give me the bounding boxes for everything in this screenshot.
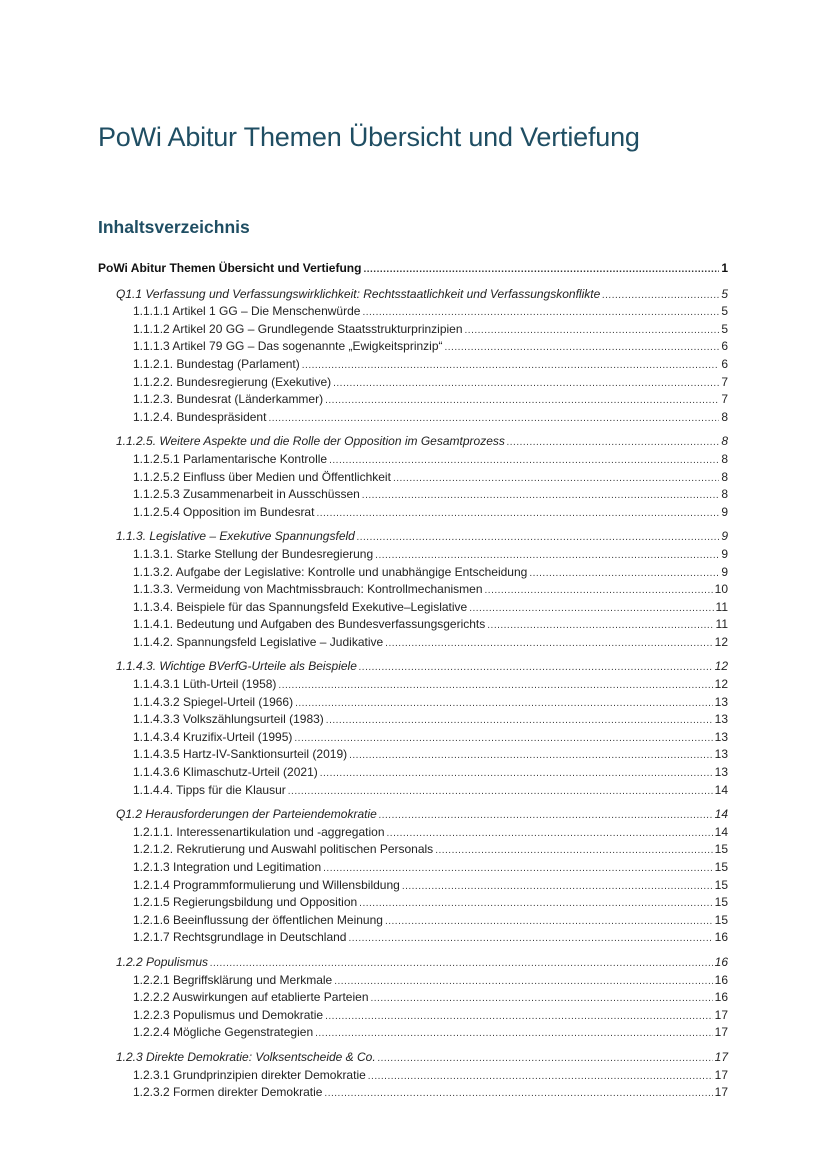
dot-leader <box>357 529 719 547</box>
toc-group <box>98 286 728 434</box>
dot-leader <box>465 322 720 340</box>
dot-leader <box>469 600 713 618</box>
toc-entry-label: 1.1.1.1 Artikel 1 GG – Die Menschenwürde <box>133 304 361 319</box>
toc-page-number: 15 <box>714 895 728 910</box>
toc-entry-subsection[interactable] <box>98 877 728 895</box>
toc-entry-subsection[interactable] <box>98 841 728 859</box>
dot-leader <box>329 452 719 470</box>
toc-group <box>98 658 728 806</box>
toc-group <box>98 954 728 1049</box>
toc-entry-label: 1.1.2.5.3 Zusammenarbeit in Ausschüssen <box>133 487 360 502</box>
spacer <box>98 947 728 954</box>
dot-leader <box>359 895 712 913</box>
toc-page-number: 14 <box>714 824 728 839</box>
toc-entry-subsection[interactable] <box>98 303 728 321</box>
dot-leader <box>362 487 720 505</box>
toc-entry-section[interactable] <box>98 286 728 304</box>
toc-page-number: 9 <box>721 546 728 561</box>
toc-page-number: 9 <box>721 564 728 579</box>
spacer <box>98 1102 728 1109</box>
toc-entry-label: 1.1.4.3.4 Kruzifix-Urteil (1995) <box>133 729 293 744</box>
toc-entry-label: 1.1.2.5.2 Einfluss über Medien und Öffentlichkeit <box>133 469 391 484</box>
toc-entry-subsection[interactable] <box>98 1084 728 1102</box>
dot-leader <box>210 955 713 973</box>
toc-page-number: 14 <box>714 782 728 797</box>
document-title: PoWi Abitur Themen Übersicht und Vertiefung <box>98 122 640 152</box>
dot-leader <box>379 807 713 825</box>
dot-leader <box>393 470 719 488</box>
toc-page-number: 13 <box>714 712 728 727</box>
dot-leader <box>294 730 712 748</box>
toc-entry-label: 1.2.2.4 Mögliche Gegenstrategien <box>133 1025 314 1040</box>
toc-page-number: 13 <box>714 694 728 709</box>
toc-entry-label: 1.1.4.3.5 Hartz-IV-Sanktionsurteil (2019) <box>133 747 348 762</box>
toc-subentries <box>98 824 728 947</box>
dot-leader <box>385 635 712 653</box>
toc-entry-label: Q1.2 Herausforderungen der Parteiendemokratie <box>116 807 377 822</box>
dot-leader <box>324 1085 712 1103</box>
toc-entry-subsection[interactable] <box>98 469 728 487</box>
dot-leader <box>507 434 719 452</box>
dot-leader <box>602 287 719 305</box>
dot-leader <box>375 547 719 565</box>
dot-leader <box>362 304 719 322</box>
toc-page-number: 17 <box>714 1049 728 1064</box>
toc-page-number: 15 <box>714 877 728 892</box>
toc-entry-subsection[interactable] <box>98 564 728 582</box>
toc-entry-label: PoWi Abitur Themen Übersicht und Vertiefung <box>98 261 362 275</box>
toc-group <box>98 1049 728 1109</box>
dot-leader <box>278 677 712 695</box>
toc-entry-label: 1.1.3.4. Beispiele für das Spannungsfeld Exekutive–Legislative <box>133 599 468 614</box>
toc-page-number: 12 <box>714 634 728 649</box>
toc-subentries <box>98 1067 728 1102</box>
dot-leader <box>368 1068 713 1086</box>
toc-entry-subsection[interactable] <box>98 894 728 912</box>
toc-entry-subsection[interactable] <box>98 782 728 800</box>
toc-entry-subsection[interactable] <box>98 989 728 1007</box>
toc-page-number: 17 <box>714 1067 728 1082</box>
dot-leader <box>378 1050 713 1068</box>
toc-entry-subsection[interactable] <box>98 486 728 504</box>
toc-entry-label: 1.1.4.2. Spannungsfeld Legislative – Judikative <box>133 634 384 649</box>
toc-page-number: 13 <box>714 729 728 744</box>
toc-entry-label: 1.2.1.4 Programmformulierung und Willensbildung <box>133 877 400 892</box>
toc-page-number: 16 <box>714 930 728 945</box>
toc-entry-subsection[interactable] <box>98 409 728 427</box>
toc-page-number: 15 <box>714 912 728 927</box>
toc-page-number: 11 <box>715 617 728 632</box>
toc-entry-subsection[interactable] <box>98 694 728 712</box>
toc-entry-subsection[interactable] <box>98 746 728 764</box>
toc-page-number: 17 <box>714 1007 728 1022</box>
toc-entry-label: 1.1.1.3 Artikel 79 GG – Das sogenannte „Ewigkeitsprinzip“ <box>133 339 443 354</box>
toc-entry-label: 1.1.4.4. Tipps für die Klausur <box>133 782 286 797</box>
toc-entry-label: 1.1.4.3.6 Klimaschutz-Urteil (2021) <box>133 765 318 780</box>
dot-leader <box>435 842 712 860</box>
toc-entry-subsection[interactable] <box>98 1024 728 1042</box>
toc-entry-label: 1.2.1.1. Interessenartikulation und -aggregation <box>133 824 385 839</box>
toc-entry-subsection[interactable] <box>98 546 728 564</box>
toc-entry-subsection[interactable] <box>98 634 728 652</box>
toc-page-number: 6 <box>721 339 728 354</box>
toc-entry-subsection[interactable] <box>98 356 728 374</box>
toc-subentries <box>98 546 728 652</box>
toc-page-number: 8 <box>721 409 728 424</box>
toc-page-number: 1 <box>721 261 728 275</box>
toc-entry-subsection[interactable] <box>98 859 728 877</box>
toc-page-number: 7 <box>721 374 728 389</box>
dot-leader <box>325 392 719 410</box>
dot-leader <box>315 1025 713 1043</box>
toc-entry-label: 1.2.1.2. Rekrutierung und Auswahl politischen Personals <box>133 842 434 857</box>
toc-page-number: 5 <box>721 304 728 319</box>
toc-entry-section[interactable] <box>98 433 728 451</box>
toc-entry-subsection[interactable] <box>98 711 728 729</box>
toc-entry-label: 1.1.2.4. Bundespräsident <box>133 409 267 424</box>
dot-leader <box>445 339 720 357</box>
toc-entry-subsection[interactable] <box>98 581 728 599</box>
toc-page-number: 15 <box>714 860 728 874</box>
toc-entry-label: 1.1.2.5.4 Opposition im Bundesrat <box>133 504 315 519</box>
toc-entry-subsection[interactable] <box>98 824 728 842</box>
toc-page-number: 5 <box>721 286 728 301</box>
toc-entry-subsection[interactable] <box>98 616 728 634</box>
toc-entry-label: 1.1.3.3. Vermeidung von Machtmissbrauch: Kontrollmechanismen <box>133 582 483 597</box>
toc-entry-label: 1.1.3.2. Aufgabe der Legislative: Kontrolle und unabhängige Entscheidung <box>133 564 528 579</box>
toc-entry-subsection[interactable] <box>98 504 728 522</box>
toc-entry-label: 1.2.1.5 Regierungsbildung und Opposition <box>133 895 358 910</box>
toc-entry-subsection[interactable] <box>98 676 728 694</box>
toc-entry-label: 1.2.2.2 Auswirkungen auf etablierte Parteien <box>133 990 369 1005</box>
toc-entry-label: 1.2.1.3 Integration und Legitimation <box>133 860 322 874</box>
toc-entry-label: 1.2.1.6 Beeinflussung der öffentlichen Meinung <box>133 912 383 927</box>
toc-page-number: 16 <box>714 972 728 987</box>
toc-entry-label: 1.2.2 Populismus <box>116 954 209 969</box>
toc-heading: Inhaltsverzeichnis <box>98 217 250 237</box>
toc-page-number: 12 <box>714 677 728 692</box>
toc-entry-label: 1.2.3 Direkte Demokratie: Volksentscheide & Co. <box>116 1049 376 1064</box>
toc-page-number: 10 <box>714 582 728 597</box>
toc-entry-section[interactable] <box>98 528 728 546</box>
dot-leader <box>529 565 719 583</box>
toc-page-number: 5 <box>721 321 728 336</box>
toc-page-number: 16 <box>714 990 728 1005</box>
toc-entry-subsection[interactable] <box>98 374 728 392</box>
dot-leader <box>288 783 713 801</box>
toc-entry-label: 1.1.4.3.1 Lüth-Urteil (1958) <box>133 677 277 692</box>
toc-page-number: 9 <box>721 504 728 519</box>
dot-leader <box>363 261 719 279</box>
toc-entry-subsection[interactable] <box>98 599 728 617</box>
toc-subentries <box>98 972 728 1042</box>
toc-entry-subsection[interactable] <box>98 764 728 782</box>
toc-entry-label: 1.1.3.1. Starke Stellung der Bundesregierung <box>133 546 374 561</box>
toc-entry-top[interactable] <box>98 260 728 278</box>
dot-leader <box>323 860 713 878</box>
dot-leader <box>349 747 713 765</box>
toc-entry-label: 1.1.4.3.3 Volkszählungsurteil (1983) <box>133 712 324 727</box>
dot-leader <box>402 878 713 896</box>
spacer <box>98 426 728 433</box>
dot-leader <box>348 930 712 948</box>
dot-leader <box>334 973 712 991</box>
toc-page-number: 16 <box>714 954 728 969</box>
dot-leader <box>371 990 713 1008</box>
toc-entry-subsection[interactable] <box>98 391 728 409</box>
toc-page-number: 7 <box>721 392 728 407</box>
dot-leader <box>295 695 713 713</box>
dot-leader <box>387 825 713 843</box>
toc-page-number: 13 <box>714 765 728 780</box>
toc-entry-label: 1.1.2.2. Bundesregierung (Exekutive) <box>133 374 332 389</box>
toc-page-number: 8 <box>721 434 728 449</box>
toc-entry-label: 1.1.2.3. Bundesrat (Länderkammer) <box>133 392 324 407</box>
dot-leader <box>302 357 720 375</box>
toc-page-number: 9 <box>721 529 728 544</box>
toc-entry-label: 1.1.3. Legislative – Exekutive Spannungsfeld <box>116 529 355 544</box>
toc-entry-label: 1.1.2.5.1 Parlamentarische Kontrolle <box>133 451 328 466</box>
spacer <box>98 1042 728 1049</box>
toc-entry-label: Q1.1 Verfassung und Verfassungswirklichkeit: Rechtsstaatlichkeit und Verfassungskonflikte <box>116 286 601 301</box>
toc-entry-section[interactable] <box>98 1049 728 1067</box>
toc-page-number: 12 <box>714 659 728 674</box>
toc-entry-subsection[interactable] <box>98 338 728 356</box>
spacer <box>98 278 728 286</box>
toc-subentries <box>98 303 728 426</box>
toc-page-number: 6 <box>721 356 728 371</box>
dot-leader <box>487 617 713 635</box>
toc-page-number: 13 <box>714 747 728 762</box>
toc-page-number: 17 <box>714 1085 728 1100</box>
dot-leader <box>326 712 713 730</box>
dot-leader <box>325 1008 713 1026</box>
toc-page-number: 8 <box>721 487 728 502</box>
toc-entry-label: 1.1.4.3.2 Spiegel-Urteil (1966) <box>133 694 294 709</box>
spacer <box>98 521 728 528</box>
toc-subentries <box>98 676 728 799</box>
dot-leader <box>485 582 713 600</box>
toc-page-number: 14 <box>714 807 728 822</box>
spacer <box>98 651 728 658</box>
toc-entry-label: 1.2.2.3 Populismus und Demokratie <box>133 1007 324 1022</box>
toc-entry-label: 1.1.4.3. Wichtige BVerfG-Urteile als Beispiele <box>116 659 357 674</box>
toc-entry-subsection[interactable] <box>98 929 728 947</box>
toc-entry-label: 1.2.1.7 Rechtsgrundlage in Deutschland <box>133 930 347 945</box>
toc-entry-label: 1.1.4.1. Bedeutung und Aufgaben des Bundesverfassungsgerichts <box>133 617 486 632</box>
toc-entry-subsection[interactable] <box>98 1067 728 1085</box>
toc-entry-label: 1.1.1.2 Artikel 20 GG – Grundlegende Staatsstrukturprinzipien <box>133 321 463 336</box>
dot-leader <box>268 410 719 428</box>
toc-group <box>98 433 728 528</box>
toc-entry-subsection[interactable] <box>98 1007 728 1025</box>
dot-leader <box>359 659 713 677</box>
toc-groups <box>98 286 728 1109</box>
dot-leader <box>320 765 713 783</box>
toc-entry-section[interactable] <box>98 954 728 972</box>
toc-entry-label: 1.1.2.5. Weitere Aspekte und die Rolle der Opposition im Gesamtprozess <box>116 434 505 449</box>
toc-entry-subsection[interactable] <box>98 729 728 747</box>
toc-entry-section[interactable] <box>98 658 728 676</box>
dot-leader <box>333 375 719 393</box>
dot-leader <box>385 913 713 931</box>
toc-entry-subsection[interactable] <box>98 451 728 469</box>
toc-entry-label: 1.2.3.1 Grundprinzipien direkter Demokratie <box>133 1067 366 1082</box>
toc-page-number: 8 <box>721 469 728 484</box>
spacer <box>98 799 728 806</box>
toc-group <box>98 528 728 658</box>
toc-entry-label: 1.2.3.2 Formen direkter Demokratie <box>133 1085 323 1100</box>
toc-entry-subsection[interactable] <box>98 321 728 339</box>
toc-entry-label: 1.2.2.1 Begriffsklärung und Merkmale <box>133 972 333 987</box>
toc-entry-subsection[interactable] <box>98 972 728 990</box>
toc-subentries <box>98 451 728 521</box>
toc-entry-label: 1.1.2.1. Bundestag (Parlament) <box>133 356 300 371</box>
toc-entry-section[interactable] <box>98 806 728 824</box>
toc-page-number: 8 <box>721 451 728 466</box>
toc-page-number: 17 <box>714 1025 728 1040</box>
toc-page-number: 15 <box>714 842 728 857</box>
toc-group <box>98 806 728 954</box>
dot-leader <box>316 505 719 523</box>
table-of-contents <box>98 260 728 1109</box>
toc-entry-subsection[interactable] <box>98 912 728 930</box>
toc-page-number: 11 <box>715 599 728 614</box>
